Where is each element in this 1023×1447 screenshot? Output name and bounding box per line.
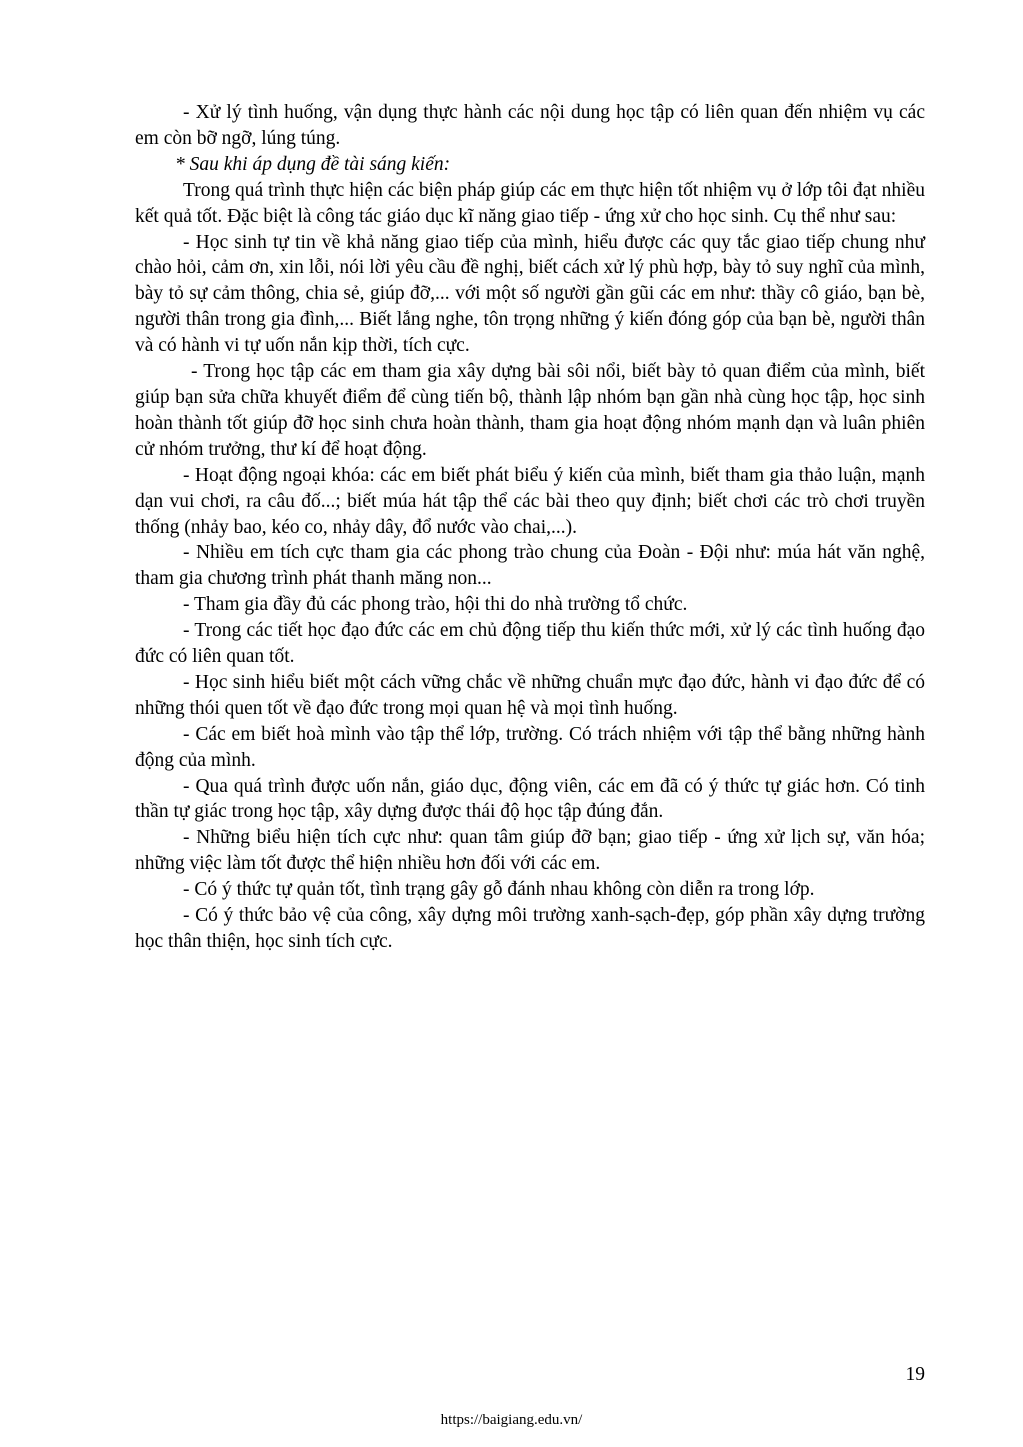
paragraph-extracurricular: - Hoạt động ngoại khóa: các em biết phát biểu ý kiến của mình, biết tham gia thảo luận, mạnh dạn vui chơi, ra câu đố...; biết múa hát tập thể các bài theo quy định; biết chơi các trò chơi truyền thống (nhảy bao, kéo co, nhảy dây, đổ nước vào chai,...).	[135, 464, 925, 538]
paragraph-learning-participation: - Trong học tập các em tham gia xây dựng bài sôi nổi, biết bày tỏ quan điểm của mình, biết giúp bạn sửa chữa khuyết điểm để cùng tiến bộ, thành lập nhóm bạn gần nhà cùng học tập, học sinh hoàn thành tốt giúp đỡ học sinh chưa hoàn thành, tham gia hoạt động nhóm mạnh dạn và luân phiên cử nhóm trưởng, thư kí để hoạt động.	[135, 361, 925, 460]
paragraph-moral-standards: - Học sinh hiểu biết một cách vững chắc về những chuẩn mực đạo đức, hành vi đạo đức để có những thói quen tốt về đạo đức trong mọi quan hệ và mọi tình huống.	[135, 671, 925, 719]
paragraph-communication-confidence: - Học sinh tự tin về khả năng giao tiếp của mình, hiểu được các quy tắc giao tiếp chung như chào hỏi, cảm ơn, xin lỗi, nói lời yêu cầu đề nghị, biết cách xử lý phù hợp, bày tỏ suy nghĩ của mình, bày tỏ sự cảm thông, chia sẻ, giúp đỡ,... với một số người gần gũi các em như: thầy cô giáo, bạn bè, người thân trong gia đình,... Biết lắng nghe, tôn trọng những ý kiến đóng góp của bạn bè, người thân và có hành vi tự uốn nắn kịp thời, tích cực.	[135, 231, 925, 357]
document-body	[135, 100, 925, 955]
paragraph-results-intro: Trong quá trình thực hiện các biện pháp giúp các em thực hiện tốt nhiệm vụ ở lớp tôi đạt nhiều kết quả tốt. Đặc biệt là công tác giáo dục kĩ năng giao tiếp - ứng xử cho học sinh. Cụ thể như sau:	[135, 179, 925, 227]
paragraph-union-activities: - Nhiều em tích cực tham gia các phong trào chung của Đoàn - Đội như: múa hát văn nghệ, tham gia chương trình phát thanh măng non...	[135, 542, 925, 590]
paragraph-self-management: - Có ý thức tự quản tốt, tình trạng gây gỗ đánh nhau không còn diễn ra trong lớp.	[183, 879, 815, 901]
section-heading-after-applying: * Sau khi áp dụng đề tài sáng kiến:	[175, 153, 451, 175]
paragraph-ethics-lessons: - Trong các tiết học đạo đức các em chủ động tiếp thu kiến thức mới, xử lý các tình huống đạo đức có liên quan tốt.	[135, 620, 925, 668]
paragraph-public-property: - Có ý thức bảo vệ của công, xây dựng môi trường xanh-sạch-đẹp, góp phần xây dựng trường học thân thiện, học sinh tích cực.	[135, 905, 925, 952]
footer-url[interactable]: https://baigiang.edu.vn/	[440, 1412, 583, 1428]
paragraph-class-integration: - Các em biết hoà mình vào tập thể lớp, trường. Có trách nhiệm với tập thể bằng những hành động của mình.	[135, 723, 925, 771]
page-number: 19	[905, 1364, 925, 1385]
paragraph-positive-behaviors: - Những biểu hiện tích cực như: quan tâm giúp đỡ bạn; giao tiếp - ứng xử lịch sự, văn hóa; những việc làm tốt được thể hiện nhiều hơn đối với các em.	[135, 827, 925, 875]
paragraph-school-competitions: - Tham gia đầy đủ các phong trào, hội thi do nhà trường tổ chức.	[183, 594, 688, 616]
paragraph-self-awareness: - Qua quá trình được uốn nắn, giáo dục, động viên, các em đã có ý thức tự giác hơn. Có tinh thần tự giác trong học tập, xây dựng được thái độ học tập đúng đắn.	[135, 775, 925, 823]
paragraph-handling-situations: - Xử lý tình huống, vận dụng thực hành các nội dung học tập có liên quan đến nhiệm vụ các em còn bỡ ngỡ, lúng túng.	[135, 102, 925, 149]
